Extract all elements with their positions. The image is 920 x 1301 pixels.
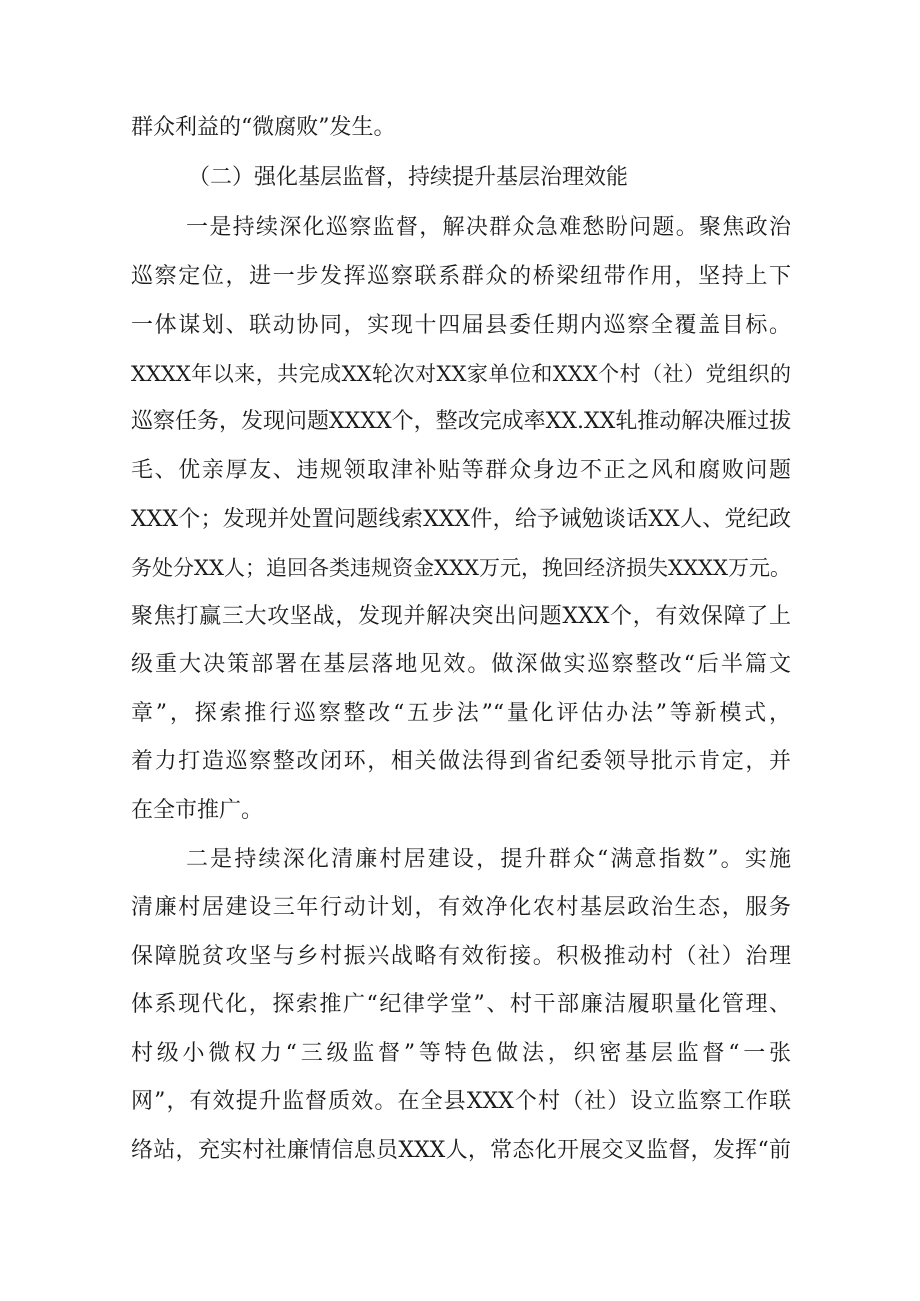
text-line-4: 巡察定位，进一步发挥巡察联系群众的桥梁纽带作用，坚持上下: [131, 264, 791, 289]
text-line-7: 巡察任务，发现问题XXXX个，整改完成率XX.XX轧推动解决雁过拔: [131, 409, 792, 434]
text-line-14: 着力打造巡察整改闭环，相关做法得到省纪委领导批示肯定，并: [131, 749, 791, 774]
text-line-5: 一体谋划、联动协同，实现十四届县委任期内巡察全覆盖目标。: [131, 313, 791, 338]
text-line-6: XXXX年以来，共完成XX轮次对XX家单位和XXX个村（社）党组织的: [131, 362, 791, 386]
text-line-13: 章”，探索推行巡察整改“五步法”“量化评估办法”等新模式，: [131, 701, 791, 726]
text-line-22: 络站，充实村社廉情信息员XXX人，常态化开展交叉监督，发挥“前: [131, 1138, 791, 1163]
text-line-19: 体系现代化，探索推广“纪律学堂”、村干部廉洁履职量化管理、: [131, 992, 791, 1017]
text-line-12: 级重大决策部署在基层落地见效。做深做实巡察整改“后半篇文: [131, 652, 791, 677]
text-line-18: 保障脱贫攻坚与乡村振兴战略有效衔接。积极推动村（社）治理: [131, 944, 791, 969]
text-line-17: 清廉村居建设三年行动计划，有效净化农村基层政治生态，服务: [131, 895, 791, 920]
text-line-11: 聚焦打赢三大攻坚战，发现并解决突出问题XXX个，有效保障了上: [131, 604, 791, 629]
text-line-21: 网”，有效提升监督质效。在全县XXX个村（社）设立监察工作联: [131, 1089, 791, 1114]
text-line-9: XXX个；发现并处置问题线索XXX件，给予诫勉谈话XX人、党纪政: [131, 507, 791, 532]
text-line-16: 二是持续深化清廉村居建设，提升群众“满意指数”。实施: [186, 847, 791, 872]
section-heading: （二）强化基层监督，持续提升基层治理效能: [188, 165, 629, 190]
text-line-20: 村级小微权力“三级监督”等特色做法，织密基层监督“一张: [131, 1041, 791, 1066]
text-line-1: 群众利益的“微腐败”发生。: [131, 115, 396, 140]
text-line-3: 一是持续深化巡察监督，解决群众急难愁盼问题。聚焦政治: [186, 215, 791, 240]
text-line-15: 在全市推广。: [131, 798, 264, 823]
text-line-8: 毛、优亲厚友、违规领取津补贴等群众身边不正之风和腐败问题: [131, 458, 791, 483]
text-line-10: 务处分XX人；追回各类违规资金XXX万元，挽回经济损失XXXX万元。: [131, 556, 791, 580]
